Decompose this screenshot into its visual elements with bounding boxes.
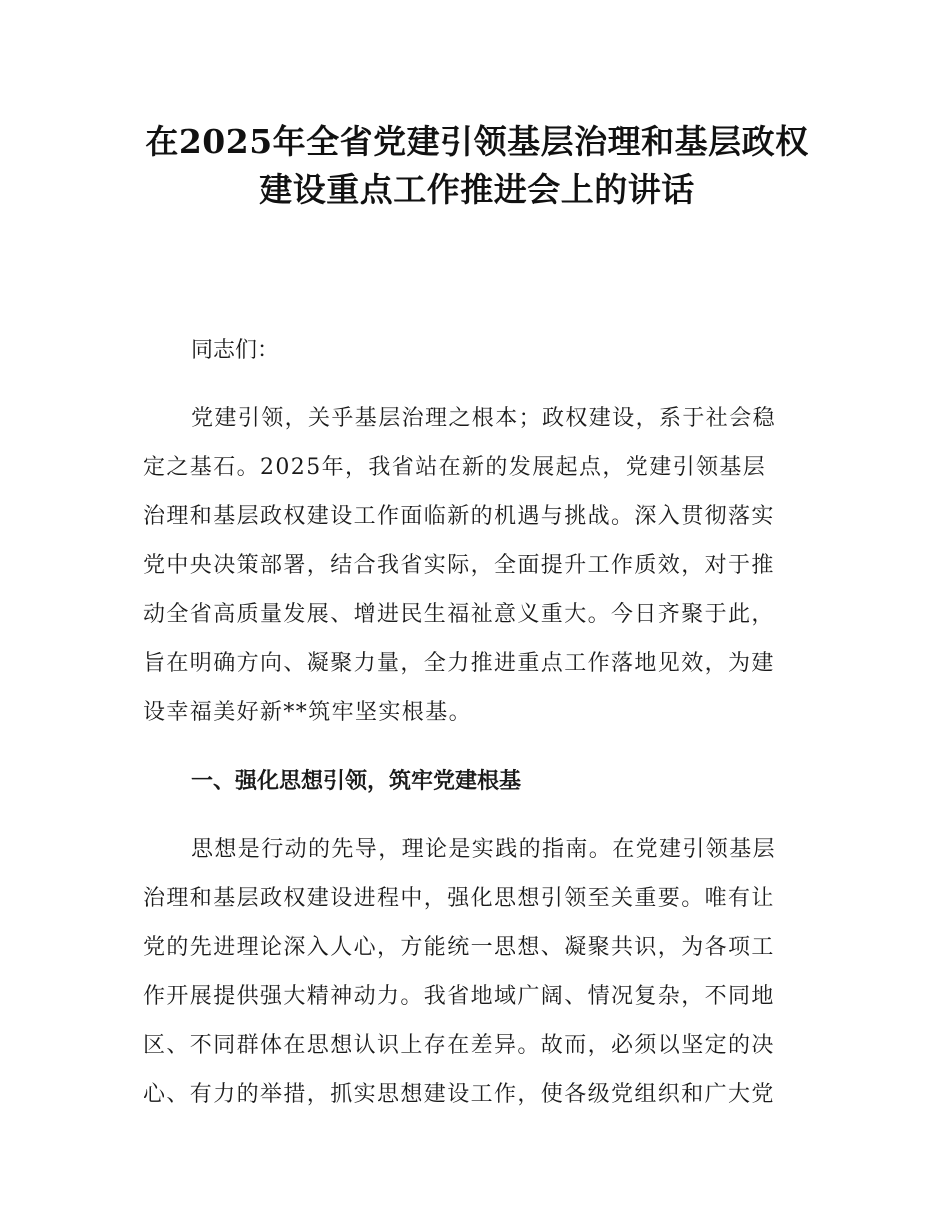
paragraph-line: 党的先进理论深入人心，方能统一思想、凝聚共识，为各项工 — [143, 935, 775, 960]
paragraph-line: 党建引领，关乎基层治理之根本；政权建设，系于社会稳 — [191, 406, 777, 431]
paragraph-line: 旨在明确方向、凝聚力量，全力推进重点工作落地见效，为建 — [143, 651, 775, 676]
paragraph-line: 动全省高质量发展、增进民生福祉意义重大。今日齐聚于此， — [143, 602, 775, 627]
paragraph-line: 作开展提供强大精神动力。我省地域广阔、情况复杂，不同地 — [143, 984, 775, 1009]
paragraph-line: 设幸福美好新**筑牢坚实根基。 — [143, 700, 473, 725]
paragraph-line: 治理和基层政权建设进程中，强化思想引领至关重要。唯有让 — [143, 886, 775, 911]
paragraph-line: 心、有力的举措，抓实思想建设工作，使各级党组织和广大党 — [143, 1082, 775, 1107]
greeting: 同志们： — [191, 338, 280, 363]
intro-paragraph — [143, 394, 811, 737]
document-title — [143, 118, 811, 214]
document-page — [143, 118, 811, 1119]
paragraph-line: 定之基石。2025年，我省站在新的发展起点，党建引领基层 — [143, 455, 767, 480]
paragraph-line: 区、不同群体在思想认识上存在差异。故而，必须以坚定的决 — [143, 1033, 775, 1058]
title-line-1: 在2025年全省党建引领基层治理和基层政权 — [145, 122, 809, 161]
section-heading-1: 一、强化思想引领，筑牢党建根基 — [191, 769, 522, 794]
paragraph-line: 治理和基层政权建设工作面临新的机遇与挑战。深入贯彻落实 — [143, 504, 775, 529]
title-line-2: 建设重点工作推进会上的讲话 — [259, 170, 695, 209]
paragraph-line: 党中央决策部署，结合我省实际，全面提升工作质效，对于推 — [143, 553, 775, 578]
paragraph-line: 思想是行动的先导，理论是实践的指南。在党建引领基层 — [191, 837, 777, 862]
section1-paragraph — [143, 825, 811, 1119]
